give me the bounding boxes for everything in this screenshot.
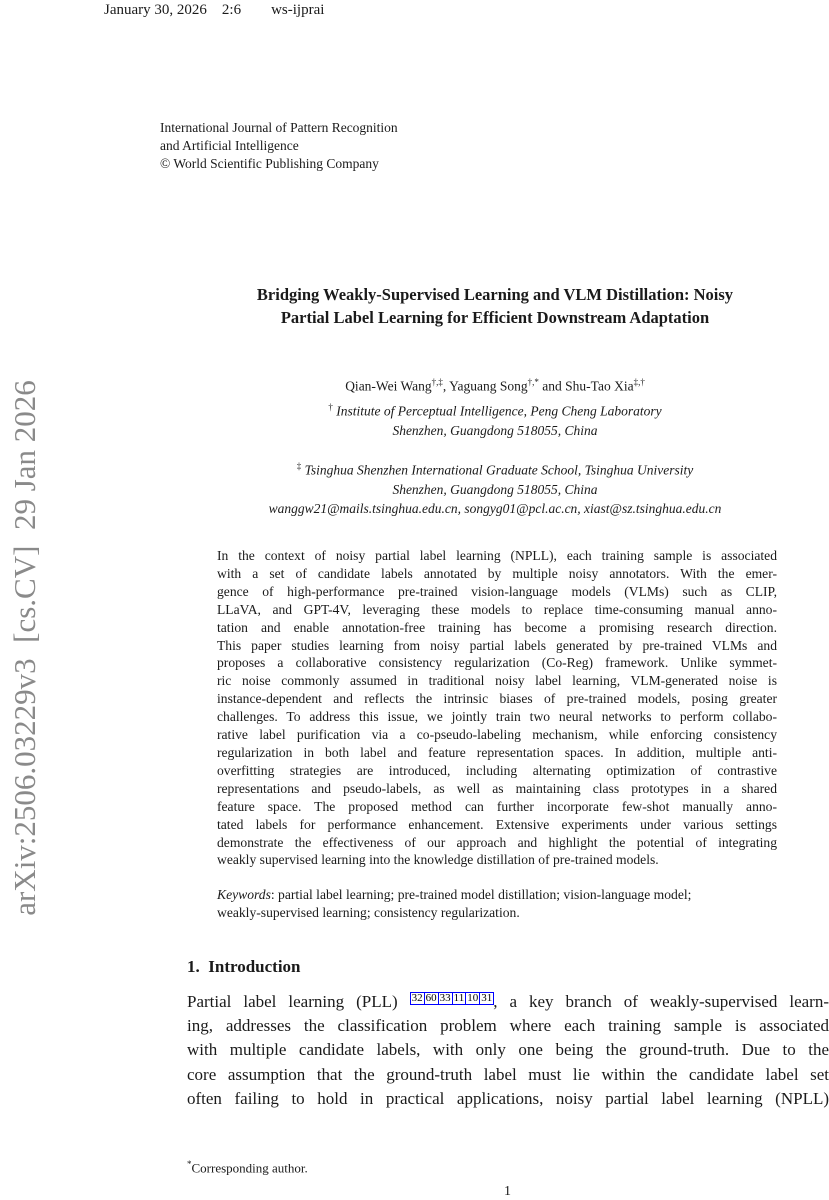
intro-line: with multiple candidate labels, with only one being the ground-truth. Due to the: [187, 1040, 829, 1060]
citation-link[interactable]: 31: [481, 992, 493, 1004]
abstract-line: representations and pseudo-labels, as well as maintaining class prototypes in a shared: [217, 780, 777, 796]
citation-link[interactable]: 33: [439, 992, 451, 1004]
citation-group: [410, 992, 494, 1011]
affiliation-name: Institute of Perceptual Intelligence, Peng Cheng Laboratory: [336, 403, 662, 419]
abstract: [217, 547, 777, 869]
affiliation-address: Shenzhen, Guangdong 518055, China: [392, 481, 598, 497]
abstract-line: rative label purification via a co-pseudo-labeling mechanism, while enforcing consistency: [217, 727, 777, 743]
abstract-line: tation and enable annotation-free training has become a promising research direction.: [217, 619, 777, 635]
abstract-line: This paper studies learning from noisy partial labels generated by pre-trained VLMs and: [217, 637, 777, 653]
running-head-tag: ws-ijprai: [271, 2, 325, 18]
keywords-label: Keywords: [217, 887, 271, 902]
running-head-date: January 30, 2026: [104, 2, 207, 18]
journal-info: [160, 119, 398, 173]
author-sup: †,*: [527, 377, 539, 387]
affiliation-address: Shenzhen, Guangdong 518055, China: [392, 422, 598, 438]
keywords: [217, 886, 777, 922]
author-emails: wanggw21@mails.tsinghua.edu.cn, songyg01@pcl.ac.cn, xiast@sz.tsinghua.edu.cn: [268, 500, 722, 516]
author: Shu-Tao Xia: [565, 378, 634, 394]
abstract-line: ric noise commonly assumed in traditional noisy label learning, VLM-generated noise is: [217, 673, 777, 689]
abstract-line: gence of high-performance pre-trained vision-language models (VLMs) such as CLIP,: [217, 583, 777, 599]
title-line1: Bridging Weakly-Supervised Learning and VLM Distillation: Noisy: [256, 285, 734, 304]
author-sup: ‡,†: [633, 377, 645, 387]
footnote: [187, 1159, 308, 1176]
intro-paragraph: [187, 990, 829, 1111]
publisher: © World Scientific Publishing Company: [160, 156, 379, 171]
citation-link[interactable]: 60: [425, 992, 437, 1004]
citation-link[interactable]: 11: [453, 992, 465, 1004]
section-number: 1.: [187, 957, 200, 976]
arxiv-stamp: arXiv:2506.03229v3 [cs.CV] 29 Jan 2026: [7, 380, 42, 916]
citation-link[interactable]: 10: [467, 992, 479, 1004]
footnote-text: Corresponding author.: [191, 1160, 308, 1176]
intro-line: ing, addresses the classification problem where each training sample is associated: [187, 1016, 829, 1036]
abstract-line: with a set of candidate labels annotated by multiple noisy annotators. With the emer-: [217, 565, 777, 581]
and-text: and: [542, 378, 562, 394]
abstract-line: overfitting strategies are introduced, including alternating optimization of contrastive: [217, 762, 777, 778]
running-head-time: 2:6: [221, 2, 242, 18]
intro-line: core assumption that the ground-truth label must lie within the candidate label set: [187, 1064, 829, 1084]
abstract-line: instance-dependent and reflects the intrinsic biases of pre-trained models, posing greater: [217, 691, 777, 707]
author-sup: †,‡: [431, 377, 443, 387]
running-head: [104, 2, 324, 19]
intro-text: , a key branch of weakly-supervised learn-: [493, 992, 829, 1011]
journal-name-line1: International Journal of Pattern Recognition: [160, 120, 398, 135]
abstract-line: demonstrate the effectiveness of our approach and highlight the potential of integrating: [217, 834, 777, 850]
abstract-line: weakly supervised learning into the knowledge distillation of pre-trained models.: [217, 852, 659, 868]
citation-link[interactable]: 32: [411, 992, 423, 1004]
intro-line: [187, 990, 829, 1014]
paper-title: [160, 283, 829, 329]
journal-name-line2: and Artificial Intelligence: [160, 138, 299, 153]
footnote-mark: *: [187, 1159, 192, 1169]
intro-text: Partial label learning (PLL): [187, 992, 398, 1011]
affiliation-mark: ‡: [296, 461, 302, 471]
abstract-line: proposes a collaborative consistency regularization (Co-Reg) framework. Unlike symmet-: [217, 655, 777, 671]
section-title: Introduction: [208, 957, 301, 976]
keywords-line1: : partial label learning; pre-trained model distillation; vision-language model;: [270, 887, 692, 902]
author: Yaguang Song: [449, 378, 528, 394]
intro-line: often failing to hold in practical applications, noisy partial label learning (NPLL): [187, 1088, 829, 1108]
affiliation-mark: †: [328, 402, 333, 412]
affiliation-2: [180, 457, 810, 518]
abstract-line: regularization in both label and feature representation spaces. In addition, multiple anti-: [217, 744, 777, 760]
title-line2: Partial Label Learning for Efficient Downstream Adaptation: [280, 308, 710, 327]
keywords-line2: weakly-supervised learning; consistency regularization.: [217, 905, 520, 920]
abstract-line: In the context of noisy partial label learning (NPLL), each training sample is associated: [217, 548, 777, 563]
affiliation-1: [180, 398, 810, 440]
author-list: Qian-Wei Wang†,‡, Yaguang Song†,* and Shu-Tao Xia‡,†: [345, 377, 645, 394]
affiliation-name: Tsinghua Shenzhen International Graduate School, Tsinghua University: [304, 462, 694, 478]
abstract-line: challenges. To address this issue, we jointly train two neural networks to perform collabo-: [217, 709, 777, 725]
section-heading: [187, 957, 301, 977]
abstract-line: LLaVA, and GPT-4V, leveraging these models to replace time-consuming manual anno-: [217, 601, 777, 617]
author: Qian-Wei Wang: [345, 378, 432, 394]
page-number: 1: [504, 1184, 511, 1199]
abstract-line: feature space. The proposed method can further incorporate few-shot manually anno-: [217, 798, 777, 814]
abstract-line: tated labels for performance enhancement. Extensive experiments under various settings: [217, 816, 777, 832]
